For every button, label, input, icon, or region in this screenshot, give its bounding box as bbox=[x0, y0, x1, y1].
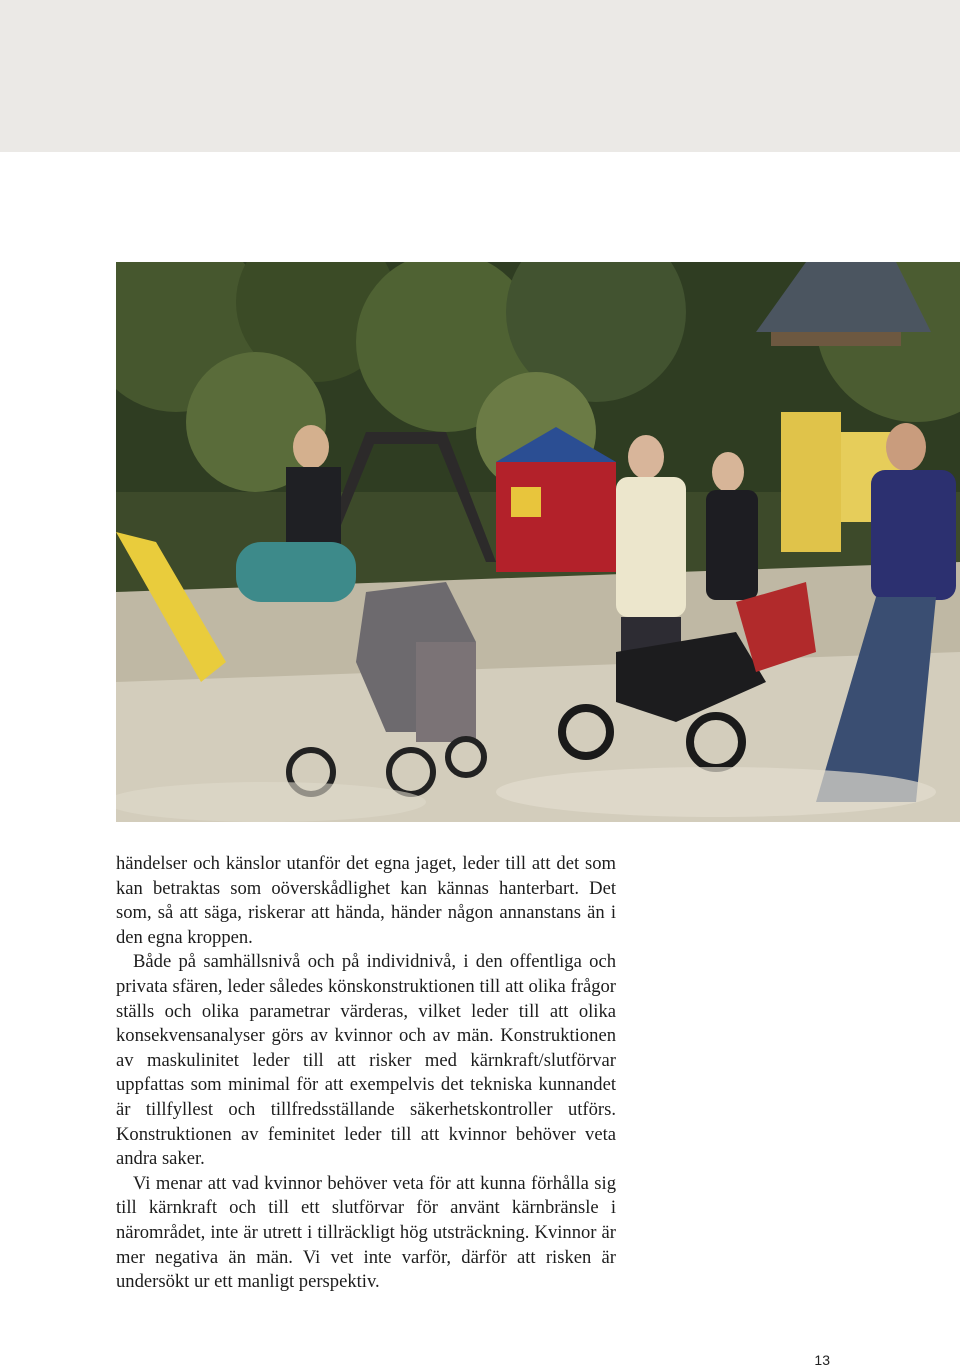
body-text bbox=[116, 852, 616, 1295]
paragraph-1: händelser och känslor utanför det egna jaget, leder till att det som kan betraktas som oöverskådlighet kan kännas hanterbart. Det som, så att säga, riskerar att hända, händer någon annanstans än i den egna kroppen. bbox=[116, 853, 616, 948]
page-number: 13 bbox=[814, 1352, 830, 1368]
header-band bbox=[0, 0, 960, 152]
playground-illustration bbox=[116, 262, 960, 822]
paragraph-2: Både på samhällsnivå och på individnivå, i den offentliga och privata sfären, leder således könskonstruktionen till att olika frågor ställs och olika parametrar värderas, vilket leder till att olika konsekvensanalyser görs av kvinnor och av män. Konstruktionen av maskulinitet leder till att risker med kärnkraft/slutförvar uppfattas som minimal för att exempelvis det tekniska kunnandet är tillfyllest och tillfredsställande säkerhetskontroller utförs. Konstruktionen av feminitet leder till att kvinnor behöver veta andra saker. bbox=[116, 951, 616, 1170]
playground-photo bbox=[116, 262, 960, 822]
paragraph-3: Vi menar att vad kvinnor behöver veta för att kunna förhålla sig till kärnkraft och till ett slutförvar för använt kärnbränsle i närområdet, inte är utrett i tillräckligt hög utsträckning. Kvinnor är mer negativa än män. Vi vet inte varför, därför att risken är undersökt ur ett manligt perspektiv. bbox=[116, 1172, 616, 1293]
